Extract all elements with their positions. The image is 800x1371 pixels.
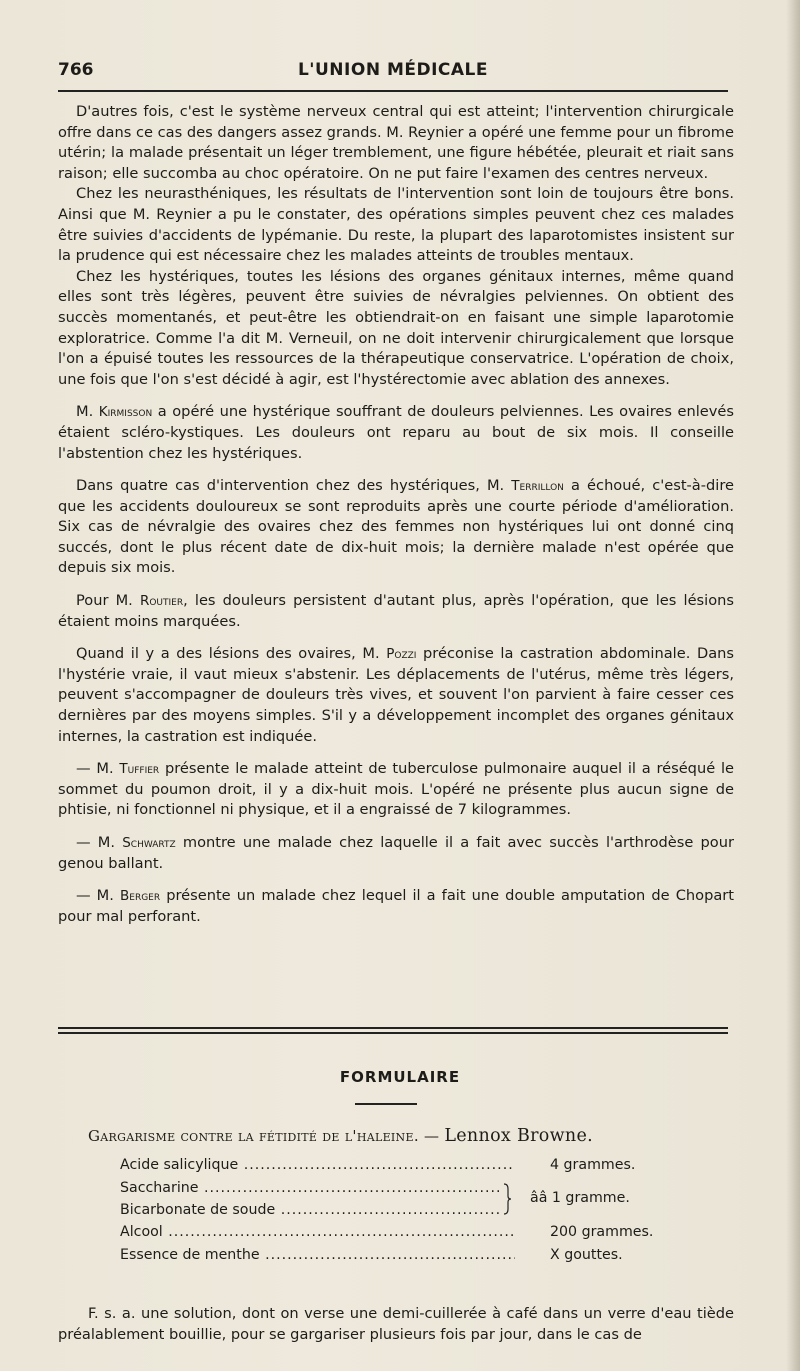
ingredient-qty: ââ 1 gramme. [530,1190,630,1206]
ingredient-qty: 4 grammes. [550,1157,636,1173]
paragraph-pozzi: Quand il y a des lésions des ovaires, M. Pozzi préconise la castration abdominale. Dans l'hystérie vraie, il vaut mieux s'abstenir. Les déplacements de l'utérus, même très légers, peuvent s'accompagner de douleurs très vives, et souvent l'on parvient à faire cesser ces dernières par des moyens simples. S'il y a développement incomplet des organes génitaux internes, la castration est indiquée. [58,645,734,745]
paragraph-berger: — M. Berger présente un malade chez lequel il a fait une double amputation de Chopart pour mal perforant. [58,887,734,925]
recipe-title [88,1126,738,1146]
ingredient-name: Alcool ..... [120,1224,515,1240]
paragraph-2: Chez les neurasthéniques, les résultats de l'intervention sont loin de toujours être bons. Ainsi que M. Reynier a pu le constater, des opérations simples peuvent chez ces malades être suivies d'accidents de lypémanie. Du reste, la plupart des laparotomistes insistent sur la prudence qui est nécessaire chez les malades atteints de troubles mentaux. [58,185,734,265]
fsa-paragraph: F. s. a. une solution, dont on verse une demi-cuillerée à café dans un verre d'eau tiède préalablement bouillie, pour se gargariser plusieurs fois par jour, dans le cas de [58,1305,734,1343]
ingredient-row [120,1224,700,1247]
surgeon-name: Routier [139,593,184,610]
ingredient-qty: X gouttes. [550,1247,623,1263]
surgeon-name: Kirmisson [98,404,153,421]
article-body [58,102,734,927]
page-header [58,58,728,88]
paragraph-routier: Pour M. Routier, les douleurs persistent d'autant plus, après l'opération, que les lésions étaient moins marquées. [58,592,734,630]
paragraph-1: D'autres fois, c'est le système nerveux central qui est atteint; l'intervention chirurgicale offre dans ce cas des dangers assez grands. M. Reynier a opéré une femme pour un fibrome utérin; la malade présentait un léger tremblement, une figure hébétée, pleurait et riait sans raison; elle succomba au choc opératoire. On ne put faire l'examen des centres nerveux. [58,103,734,182]
paragraph-kirmisson: M. Kirmisson a opéré une hystérique souffrant de douleurs pelviennes. Les ovaires enlevés étaient scléro-kystiques. Les douleurs ont reparu au bout de six mois. Il conseille l'abstention chez les hystériques. [58,403,734,462]
surgeon-name: Schwartz [122,835,176,851]
preparation-instructions [58,1304,734,1345]
brace-icon [503,1183,511,1215]
recipe-name: Gargarisme contre la fétidité de l'haleine. [88,1127,419,1145]
paragraph-schwartz: — M. Schwartz montre une malade chez laquelle il a fait avec succès l'arthrodèse pour genou ballant. [58,834,734,872]
recipe-dash: — [423,1127,440,1145]
ingredient-qty: 200 grammes. [550,1224,654,1240]
section-double-rule [58,1027,728,1034]
header-rule [58,90,728,92]
paragraph-tuffier: — M. Tuffier présente le malade atteint de tuberculose pulmonaire auquel il a réséqué le sommet du poumon droit, il y a dix-huit mois. L'opéré ne présente plus aucun signe de phtisie, ni fonctionnel ni physique, et il a engraissé de 7 kilogrammes. [58,760,734,819]
ingredient-row [120,1157,700,1180]
ingredient-group [120,1180,700,1224]
paragraph-3: Chez les hystériques, toutes les lésions des organes génitaux internes, même quand elles sont très légères, peuvent être suivies de névralgies pelviennes. On obtient des succès momentanés, et peut-être les obtiendrait-on en faisant une simple laparotomie exploratrice. Comme l'a dit M. Verneuil, on ne doit intervenir chirurgicalement que lorsque l'on a épuisé toutes les ressources de la thérapeutique conservatrice. L'opération de choix, une fois que l'on s'est décidé à agir, est l'hystérectomie avec ablation des annexes. [58,267,734,388]
journal-title: L'UNION MÉDICALE [297,60,489,80]
ingredient-name: Saccharine ..... [120,1180,500,1196]
surgeon-name: Tuffier [119,761,160,778]
formulaire-heading: FORMULAIRE [339,1068,461,1086]
surgeon-name: Pozzi [386,646,417,663]
ingredient-list [120,1157,700,1270]
surgeon-name: Terrillon [511,478,564,495]
page-edge-shadow [786,0,800,1371]
ingredient-name: Essence de menthe ..... [120,1247,515,1263]
surgeon-name: Berger [120,888,161,905]
ingredient-name: Acide salicylique ..... [120,1157,515,1173]
formulaire-underline [355,1103,417,1105]
recipe-author: Lennox Browne. [444,1126,593,1146]
ingredient-name: Bicarbonate de soude ..... [120,1202,500,1218]
paragraph-terrillon: Dans quatre cas d'intervention chez des hystériques, M. Terrillon a échoué, c'est-à-dire que les accidents douloureux se sont reproduits après une courte période d'amélioration. Six cas de névralgie des ovaires chez des femmes non hystériques lui ont donné cinq succés, dont le plus récent date de dix-huit mois; la dernière malade n'est opérée que depuis six mois. [58,477,734,577]
ingredient-row [120,1247,700,1270]
page-number: 766 [58,60,94,80]
